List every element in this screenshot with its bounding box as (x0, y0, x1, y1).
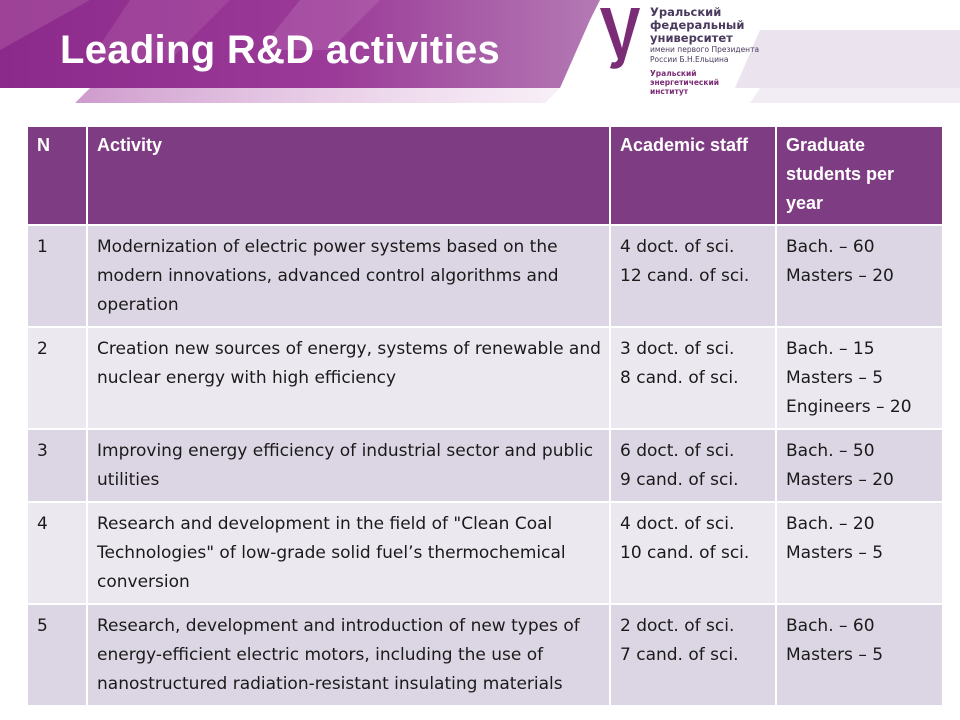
cell-students (776, 502, 943, 604)
cell-activity: Research, development and introduction of new types of energy-efficient electric motors, including the use of nanostructured radiation-resistant insulating materials (87, 604, 610, 706)
cell-staff (610, 604, 776, 706)
cell-staff (610, 429, 776, 502)
staff-text: 4 doct. of sci. 12 cand. of sci. (620, 237, 750, 286)
cell-students (776, 429, 943, 502)
logo-line: имени первого Президента (650, 45, 760, 54)
rd-activities-table (26, 125, 944, 707)
cell-n: 1 (27, 225, 87, 327)
page-title: Leading R&D activities (60, 28, 501, 72)
students-text: Bach. – 60 Masters – 5 (786, 616, 884, 665)
header-academic-staff: Academic staff (610, 126, 776, 225)
cell-n: 2 (27, 327, 87, 429)
cell-staff (610, 327, 776, 429)
staff-text: 2 doct. of sci. 7 cand. of sci. (620, 616, 739, 665)
cell-activity: Research and development in the field of "Clean Coal Technologies" of low-grade solid fuel’s thermochemical conversion (87, 502, 610, 604)
table-row (27, 429, 943, 502)
cell-staff (610, 225, 776, 327)
logo-subline: энергетический (650, 78, 719, 87)
students-text: Bach. – 60 Masters – 20 (786, 237, 894, 286)
staff-text: 6 doct. of sci. 9 cand. of sci. (620, 441, 739, 490)
table-row (27, 225, 943, 327)
table-header-row (27, 126, 943, 225)
university-logo (598, 4, 778, 104)
staff-text: 4 doct. of sci. 10 cand. of sci. (620, 514, 750, 563)
table-row (27, 502, 943, 604)
header-n: N (27, 126, 87, 225)
staff-text: 3 doct. of sci. 8 cand. of sci. (620, 339, 739, 388)
cell-students (776, 327, 943, 429)
cell-activity: Creation new sources of energy, systems of renewable and nuclear energy with high efficiency (87, 327, 610, 429)
cell-activity: Modernization of electric power systems based on the modern innovations, advanced control algorithms and operation (87, 225, 610, 327)
logo-line: России Б.Н.Ельцина (650, 55, 729, 64)
cell-n: 3 (27, 429, 87, 502)
urfu-logo-icon (598, 4, 642, 70)
cell-n: 4 (27, 502, 87, 604)
logo-line: университет (650, 31, 733, 45)
header-banner (0, 0, 960, 120)
logo-line: Уральский (650, 5, 722, 19)
cell-activity: Improving energy efficiency of industrial sector and public utilities (87, 429, 610, 502)
cell-staff (610, 502, 776, 604)
header-graduate-students: Graduate students per year (776, 126, 943, 225)
students-text: Bach. – 20 Masters – 5 (786, 514, 884, 563)
table-row (27, 604, 943, 706)
students-text: Bach. – 15 Masters – 5 Engineers – 20 (786, 339, 912, 417)
header-activity: Activity (87, 126, 610, 225)
logo-text (650, 6, 759, 96)
students-text: Bach. – 50 Masters – 20 (786, 441, 894, 490)
logo-line: федеральный (650, 18, 745, 32)
logo-subline: Уральский (650, 69, 697, 78)
cell-students (776, 604, 943, 706)
table-row (27, 327, 943, 429)
cell-students (776, 225, 943, 327)
logo-subline: институт (650, 87, 689, 96)
cell-n: 5 (27, 604, 87, 706)
